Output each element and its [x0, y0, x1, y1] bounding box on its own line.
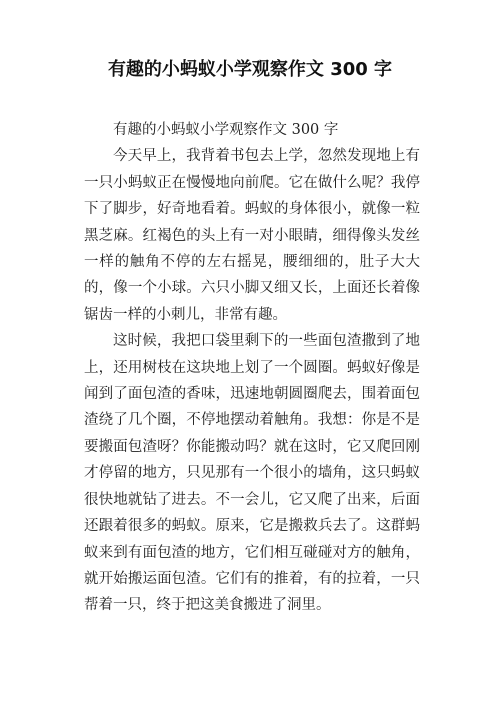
- paragraph-2: 这时候，我把口袋里剩下的一些面包渣撒到了地上，还用树枝在这块地上划了一个圆圈。蚂蚁好像是闻到了面包渣的香味，迅速地朝圆圈爬去，围着面包渣绕了几个圈，不停地摆动着触角。我想：你是不是要搬面包渣呀？你能搬动吗？就在这时，它又爬回刚才停留的地方，只见那有一个很小的墙角，这只蚂蚁很快地就钻了进去。不一会儿，它又爬了出来，后面还跟着很多的蚂蚁。原来，它是搬救兵去了。这群蚂蚁来到有面包渣的地方，它们相互碰碰对方的触角，就开始搬运面包渣。它们有的推着，有的拉着，一只帮着一只，终于把这美食搬进了洞里。: [84, 333, 420, 614]
- document-title: 有趣的小蚂蚁小学观察作文 300 字: [107, 59, 393, 80]
- paragraph-subtitle: 有趣的小蚂蚁小学观察作文 300 字: [113, 122, 339, 138]
- document-body: [84, 117, 420, 619]
- paragraph-1: 今天早上，我背着书包去上学，忽然发现地上有一只小蚂蚁正在慢慢地向前爬。它在做什么呢？我停下了脚步，好奇地看着。蚂蚁的身体很小，就像一粒黑芝麻。红褐色的头上有一对小眼睛，细得像头发丝一样的触角不停的左右摇晃，腰细细的，肚子大大的，像一个小球。六只小脚又细又长，上面还长着像锯齿一样的小刺儿，非常有趣。: [84, 148, 420, 323]
